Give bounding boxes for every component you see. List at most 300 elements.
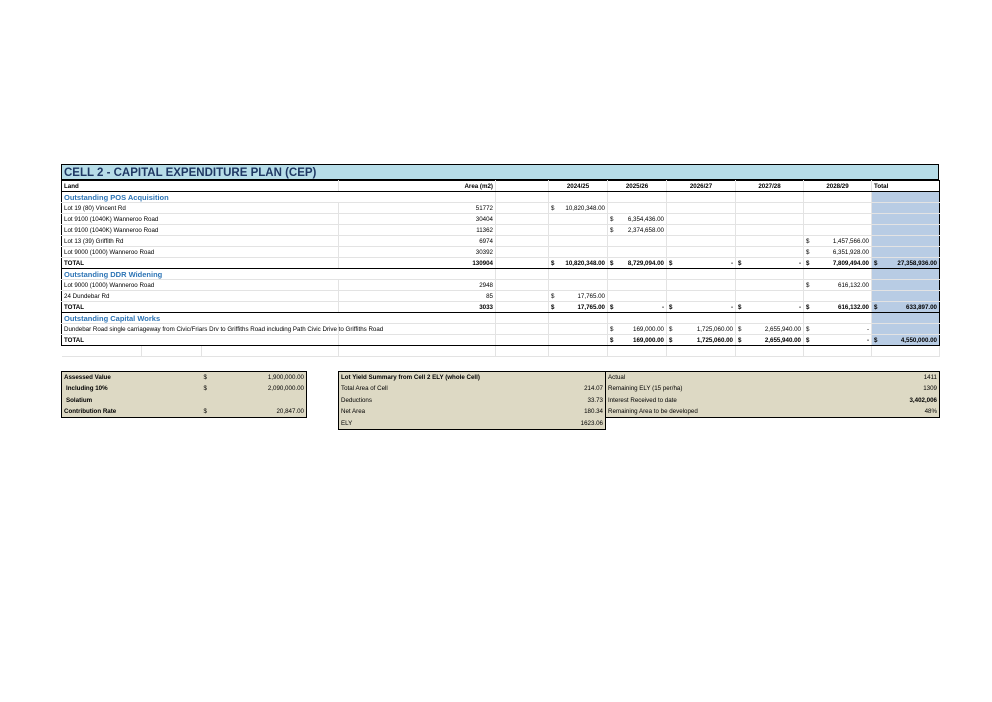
- year-y1-cell: [549, 324, 608, 335]
- currency-symbol: $: [738, 303, 742, 311]
- land-name: Lot 9000 (1000) Wanneroo Road: [64, 248, 155, 256]
- empty-cell: [549, 313, 608, 324]
- header-empty: [496, 181, 549, 192]
- header-row: [62, 181, 940, 192]
- year-y2-cell: [608, 324, 667, 335]
- land-name: Lot 9100 (1040K) Wanneroo Road: [64, 215, 159, 223]
- money-value: [610, 260, 664, 267]
- currency-symbol: $: [669, 259, 673, 267]
- summary-right-value-text: 1411: [923, 374, 937, 381]
- total-cell: [872, 225, 940, 236]
- amount: 616,132.00: [838, 281, 869, 289]
- year-y1-cell: [549, 225, 608, 236]
- summary-middle-label: [339, 395, 484, 407]
- currency-symbol: $: [551, 292, 555, 300]
- summary-right-value-text: 3,402,006: [909, 396, 937, 404]
- amount: 2,655,940.00: [764, 325, 801, 333]
- money-value: [204, 385, 305, 392]
- section-name: Outstanding POS Acquisition: [64, 192, 169, 202]
- currency-symbol: $: [610, 226, 614, 234]
- amount: 6,354,436.00: [627, 215, 664, 223]
- year-y4-cell: [736, 214, 804, 225]
- summary-middle-label: [339, 372, 484, 384]
- empty-cell: [496, 313, 549, 324]
- total-y1-cell: [549, 258, 608, 269]
- currency-symbol: $: [738, 336, 742, 344]
- year-y3-cell: [667, 280, 736, 291]
- land-cell: [62, 291, 339, 302]
- empty-cell: [496, 291, 549, 302]
- empty-cell: [736, 346, 804, 357]
- summary-right-label-text: Actual: [608, 374, 626, 381]
- total-row: [62, 335, 940, 346]
- land-cell: [62, 280, 339, 291]
- year-y1-cell: [549, 214, 608, 225]
- empty-cell: [496, 346, 549, 357]
- summary-middle-label: [339, 418, 484, 430]
- total-label: [62, 258, 339, 269]
- empty-cell: [549, 192, 608, 203]
- empty-cell: [667, 192, 736, 203]
- empty-cell: [307, 395, 339, 407]
- empty-cell: [339, 346, 496, 357]
- summary-left-value: [202, 383, 307, 395]
- header-year: [667, 181, 736, 192]
- header-year: [549, 181, 608, 192]
- section-name: Outstanding Capital Works: [64, 313, 161, 323]
- total-cell: [872, 247, 940, 258]
- money-value: [669, 304, 733, 311]
- header-land-label: Land: [64, 182, 79, 190]
- summary-right-label: [606, 383, 683, 395]
- amount: -: [730, 259, 733, 267]
- area-value: 30404: [475, 215, 493, 223]
- total-y5-cell: [804, 302, 872, 313]
- summary-right-value: [672, 406, 940, 418]
- empty-cell: [667, 346, 736, 357]
- empty-cell: [804, 192, 872, 203]
- grand-total-cell: [872, 302, 940, 313]
- amount: 169,000.00: [633, 336, 664, 344]
- empty-cell: [804, 269, 872, 280]
- year-y4-cell: [736, 280, 804, 291]
- total-label-text: TOTAL: [64, 303, 85, 311]
- currency-symbol: $: [669, 303, 673, 311]
- empty-cell: [496, 302, 549, 313]
- amount: 1,457,566.00: [832, 237, 869, 245]
- total-label-text: TOTAL: [64, 259, 85, 267]
- amount: 1,900,000.00: [267, 374, 304, 381]
- money-value: [806, 304, 869, 311]
- money-value: [551, 293, 605, 300]
- year-y3-cell: [667, 236, 736, 247]
- money-value: [738, 260, 801, 267]
- money-value: [806, 238, 869, 245]
- currency-symbol: $: [551, 303, 555, 311]
- total-cell: [872, 236, 940, 247]
- total-y2-cell: [608, 258, 667, 269]
- cep-sheet: [61, 164, 939, 357]
- section-title: [62, 192, 496, 203]
- empty-cell: [62, 346, 142, 357]
- grand-total-cell: [872, 335, 940, 346]
- year-y4-cell: [736, 291, 804, 302]
- header-land: [62, 181, 339, 192]
- currency-symbol: $: [610, 336, 614, 344]
- year-y3-cell: [667, 203, 736, 214]
- currency-symbol: $: [203, 408, 207, 415]
- summary-right-label: [606, 406, 698, 418]
- area-cell: [339, 247, 496, 258]
- summary-right-label-text: Remaining ELY (15 per/ha): [608, 385, 683, 393]
- area-cell: [339, 214, 496, 225]
- lot-yield-title: Lot Yield Summary from Cell 2 ELY (whole Cell): [341, 374, 480, 381]
- money-value: [806, 326, 869, 333]
- total-y5-cell: [804, 335, 872, 346]
- year-y1-cell: [549, 247, 608, 258]
- year-y2-cell: [608, 214, 667, 225]
- money-value: [551, 304, 605, 311]
- amount: 1,725,060.00: [696, 336, 733, 344]
- summary-left-label-text: Solatium: [66, 396, 93, 404]
- summary-middle-label-text: Total Area of Cell: [341, 385, 388, 393]
- land-cell: [62, 247, 339, 258]
- currency-symbol: $: [874, 336, 878, 344]
- year-y2-cell: [608, 236, 667, 247]
- total-label-text: TOTAL: [64, 336, 85, 344]
- land-name: Lot 13 (39) Griffith Rd: [64, 237, 124, 245]
- header-total: [872, 181, 940, 192]
- total-cell: [872, 214, 940, 225]
- total-y2-cell: [608, 302, 667, 313]
- land-name: Lot 9000 (1000) Wanneroo Road: [64, 281, 155, 289]
- total-area: [339, 302, 496, 313]
- year-y3-cell: [667, 247, 736, 258]
- summary-right-value: [672, 395, 940, 407]
- currency-symbol: $: [738, 325, 742, 333]
- money-value: [610, 227, 664, 234]
- empty-cell: [496, 225, 549, 236]
- summary-middle-value: [484, 418, 606, 430]
- money-value: [806, 249, 869, 256]
- area-value: 11362: [476, 226, 493, 234]
- year-y3-cell: [667, 225, 736, 236]
- currency-symbol: $: [874, 259, 878, 267]
- summary-middle-label: [339, 383, 484, 395]
- empty-cell: [496, 324, 549, 335]
- area-value: 85: [486, 292, 493, 300]
- table-row: [62, 236, 940, 247]
- summary-middle-value-text: 1623.06: [580, 419, 603, 427]
- land-cell: [62, 225, 339, 236]
- amount: 27,358,936.00: [897, 259, 937, 267]
- total-y4-cell: [736, 258, 804, 269]
- summary-middle-label-text: Net Area: [341, 408, 366, 416]
- land-cell: [62, 236, 339, 247]
- summary-left-label: [62, 395, 202, 407]
- empty-cell: [804, 313, 872, 324]
- money-value: [874, 337, 937, 344]
- summary-left-value: [202, 406, 307, 418]
- summary-middle-value-text: 33.73: [587, 396, 603, 404]
- summary-left-label-text: Assessed Value: [64, 374, 111, 381]
- header-area-label: Area (m2): [464, 182, 493, 190]
- year-y1-cell: [549, 236, 608, 247]
- total-y5-cell: [804, 258, 872, 269]
- money-value: [806, 282, 869, 289]
- amount: 10,820,348.00: [565, 259, 605, 267]
- amount: 4,550,000.00: [900, 336, 937, 344]
- amount: 7,809,494.00: [832, 259, 869, 267]
- year-y4-cell: [736, 225, 804, 236]
- year-y2-cell: [608, 291, 667, 302]
- empty-cell: [496, 280, 549, 291]
- summary-middle-label-text: ELY: [341, 419, 353, 427]
- year-y5-cell: [804, 225, 872, 236]
- empty-cell: [496, 247, 549, 258]
- land-cell: [62, 324, 384, 335]
- header-area: [339, 181, 496, 192]
- header-year: [608, 181, 667, 192]
- land-name: Dundebar Road single carriageway from Civic/Friars Drv to Griffiths Road including Path Civic Drive to Griffiths Road: [64, 325, 384, 333]
- year-y4-cell: [736, 203, 804, 214]
- total-area-value: 130904: [472, 259, 493, 267]
- currency-symbol: $: [806, 303, 810, 311]
- money-value: [204, 408, 305, 415]
- header-year: [804, 181, 872, 192]
- total-cell: [872, 192, 940, 203]
- total-area: [339, 335, 496, 346]
- summary-right-value: [672, 383, 940, 395]
- empty-cell: [496, 236, 549, 247]
- total-cell: [872, 313, 940, 324]
- year-y1-cell: [549, 203, 608, 214]
- empty-cell: [608, 269, 667, 280]
- currency-symbol: $: [610, 303, 614, 311]
- currency-symbol: $: [669, 336, 673, 344]
- money-value: [874, 304, 937, 311]
- currency-symbol: $: [806, 259, 810, 267]
- empty-cell: [142, 346, 202, 357]
- total-y4-cell: [736, 335, 804, 346]
- total-area: [339, 258, 496, 269]
- amount: 616,132.00: [838, 303, 869, 311]
- summary-left-label-text: Including 10%: [66, 385, 108, 393]
- year-y3-cell: [667, 291, 736, 302]
- summary-right-value: [672, 372, 940, 384]
- empty-cell: [667, 313, 736, 324]
- total-y3-cell: [667, 258, 736, 269]
- year-y5-cell: [804, 247, 872, 258]
- empty-cell: [496, 203, 549, 214]
- currency-symbol: $: [203, 385, 207, 393]
- empty-cell: [307, 372, 339, 384]
- empty-cell: [736, 192, 804, 203]
- header-year-label: 2027/28: [758, 182, 781, 190]
- money-value: [551, 260, 605, 267]
- total-cell: [872, 324, 940, 335]
- summary-right-value-text: 1309: [923, 385, 937, 393]
- currency-symbol: $: [610, 259, 614, 267]
- total-y1-cell: [549, 302, 608, 313]
- amount: -: [866, 325, 869, 333]
- summary-row: [62, 383, 940, 395]
- year-y5-cell: [804, 203, 872, 214]
- total-row: [62, 258, 940, 269]
- total-row: [62, 302, 940, 313]
- total-y3-cell: [667, 335, 736, 346]
- amount: -: [730, 303, 733, 311]
- summary-middle-value: [484, 372, 606, 384]
- land-cell: [62, 203, 339, 214]
- empty-cell: [736, 313, 804, 324]
- total-cell: [872, 280, 940, 291]
- empty-cell: [608, 346, 667, 357]
- amount: 20,847.00: [276, 408, 304, 415]
- amount: -: [798, 303, 801, 311]
- currency-symbol: $: [669, 325, 673, 333]
- total-y4-cell: [736, 302, 804, 313]
- land-name: Lot 19 (80) Vincent Rd: [64, 204, 126, 212]
- summary-left-label: [62, 383, 202, 395]
- money-value: [669, 337, 733, 344]
- table-row: [62, 214, 940, 225]
- header-year-label: 2028/29: [826, 182, 849, 190]
- amount: 17,765.00: [577, 292, 605, 300]
- empty-cell: [496, 269, 549, 280]
- empty-cell: [496, 335, 549, 346]
- amount: 2,090,000.00: [267, 385, 304, 393]
- amount: -: [866, 336, 869, 344]
- empty-cell: [872, 346, 940, 357]
- total-label: [62, 335, 339, 346]
- summary-right-label-text: Interest Received to date: [608, 396, 677, 404]
- empty-cell: [804, 346, 872, 357]
- amount: 169,000.00: [633, 325, 664, 333]
- total-cell: [872, 203, 940, 214]
- year-y2-cell: [608, 225, 667, 236]
- money-value: [610, 304, 664, 311]
- year-y2-cell: [608, 280, 667, 291]
- section-header-row: [62, 192, 940, 203]
- currency-symbol: $: [806, 248, 810, 256]
- section-header-row: [62, 313, 940, 324]
- summary-table: [61, 371, 940, 430]
- empty-cell: [549, 269, 608, 280]
- year-y3-cell: [667, 324, 736, 335]
- table-row: [62, 291, 940, 302]
- amount: 6,351,928.00: [832, 248, 869, 256]
- year-y5-cell: [804, 236, 872, 247]
- money-value: [610, 216, 664, 223]
- currency-symbol: $: [806, 336, 810, 344]
- summary-row: [62, 395, 940, 407]
- summary-right-label-text: Remaining Area to be developed: [608, 408, 698, 415]
- summary-middle-value-text: 180.34: [584, 408, 603, 416]
- money-value: [204, 374, 305, 381]
- summary-left-label: [62, 406, 202, 418]
- year-y4-cell: [736, 236, 804, 247]
- summary-middle-value-text: 214.07: [584, 385, 603, 393]
- area-value: 30392: [475, 248, 493, 256]
- header-year: [736, 181, 804, 192]
- summary-middle-label: [339, 406, 484, 418]
- table-row: [62, 247, 940, 258]
- money-value: [738, 326, 801, 333]
- header-year-label: 2025/26: [625, 182, 649, 190]
- empty-cell: [608, 192, 667, 203]
- money-value: [806, 337, 869, 344]
- area-cell: [339, 280, 496, 291]
- section-title: [62, 269, 496, 280]
- amount: 633,897.00: [906, 303, 937, 311]
- money-value: [551, 205, 605, 212]
- summary-row: [62, 406, 940, 418]
- amount: 1,725,060.00: [696, 325, 733, 333]
- money-value: [610, 337, 664, 344]
- year-y2-cell: [608, 247, 667, 258]
- summary-left-value: [202, 395, 307, 407]
- summary-row: [62, 418, 940, 430]
- money-value: [669, 326, 733, 333]
- empty-cell: [608, 313, 667, 324]
- land-name: Lot 9100 (1040K) Wanneroo Road: [64, 226, 159, 234]
- summary-right-value-text: 48%: [924, 408, 937, 415]
- empty-cell: [307, 406, 339, 418]
- year-y4-cell: [736, 324, 804, 335]
- empty-cell: [307, 418, 339, 430]
- currency-symbol: $: [738, 259, 742, 267]
- empty-cell: [496, 214, 549, 225]
- total-cell: [872, 291, 940, 302]
- summary-left-label: [62, 372, 202, 384]
- total-y3-cell: [667, 302, 736, 313]
- header-year-label: 2024/25: [566, 182, 590, 190]
- currency-symbol: $: [806, 237, 810, 245]
- money-value: [738, 304, 801, 311]
- money-value: [669, 260, 733, 267]
- empty-cell: [736, 269, 804, 280]
- empty-cell: [549, 346, 608, 357]
- area-cell: [339, 236, 496, 247]
- amount: -: [798, 259, 801, 267]
- currency-symbol: $: [874, 303, 878, 311]
- year-y1-cell: [549, 280, 608, 291]
- area-cell: [339, 203, 496, 214]
- table-row: [62, 225, 940, 236]
- sheet-title: CELL 2 - CAPITAL EXPENDITURE PLAN (CEP): [61, 164, 939, 180]
- section-name: Outstanding DDR Widening: [64, 269, 163, 279]
- amount: 10,820,348.00: [565, 204, 605, 212]
- total-area-value: 3033: [479, 303, 493, 311]
- summary-row: [62, 372, 940, 384]
- amount: 17,765.00: [577, 303, 605, 311]
- land-cell: [62, 214, 339, 225]
- empty-cell: [496, 258, 549, 269]
- header-year-label: 2026/27: [689, 182, 713, 190]
- cep-table: [61, 180, 940, 357]
- table-row: [62, 280, 940, 291]
- table-row: [62, 203, 940, 214]
- grand-total-cell: [872, 258, 940, 269]
- currency-symbol: $: [551, 204, 555, 212]
- currency-symbol: $: [610, 215, 614, 223]
- summary-middle-label-text: Deductions: [341, 396, 372, 404]
- table-row: [62, 324, 940, 335]
- year-y5-cell: [804, 324, 872, 335]
- summary-middle-value: [484, 406, 606, 418]
- empty-cell: [62, 418, 307, 430]
